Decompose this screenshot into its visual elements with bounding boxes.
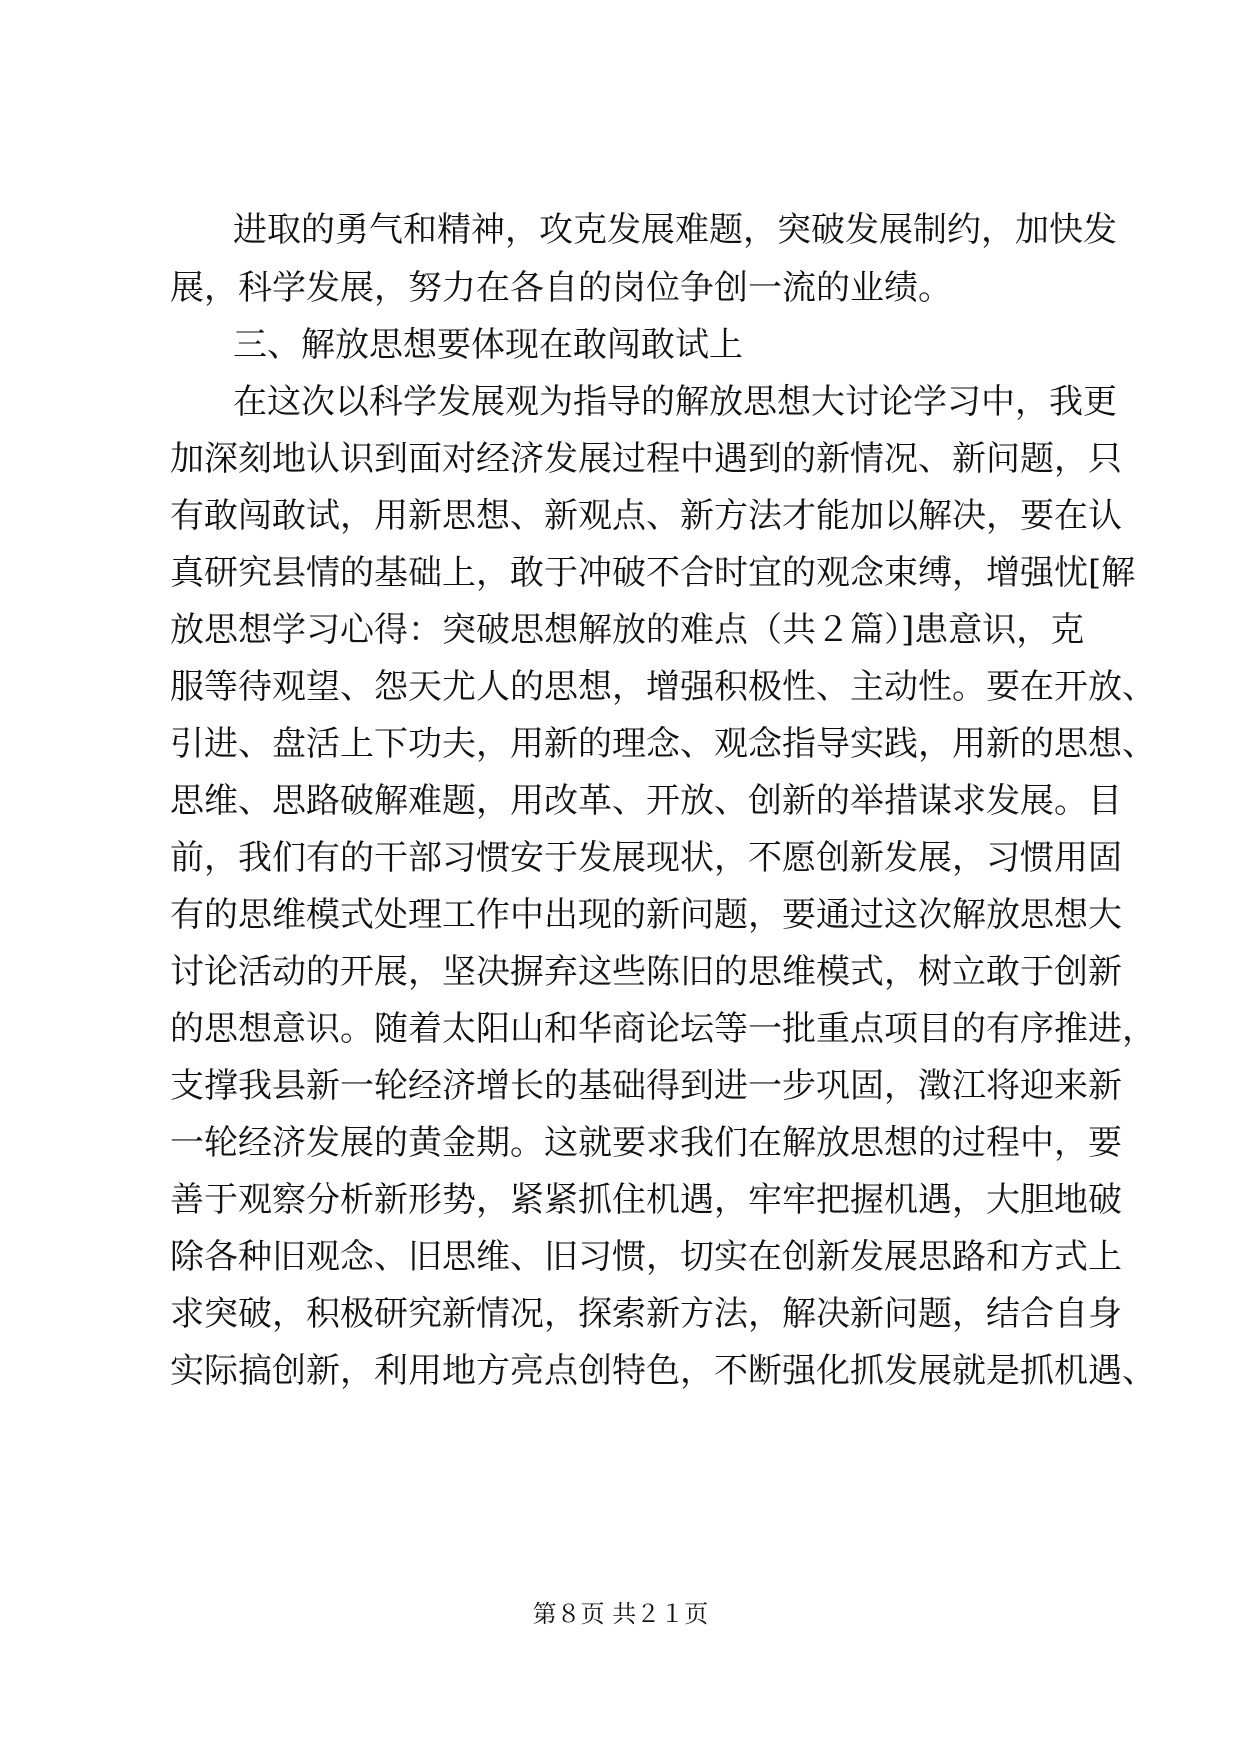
text-line: 一轮经济发展的黄金期。这就要求我们在解放思想的过程中，要 <box>170 1123 1122 1163</box>
text-line: 引进、盘活上下功夫，用新的理念、观念指导实践，用新的思想、 <box>170 724 1156 764</box>
text-line: 真研究县情的基础上，敢于冲破不合时宜的观念束缚，增强忧[解 <box>170 553 1136 593</box>
page-footer: 第８页 共２１页 <box>532 1600 709 1628</box>
text-line: 前，我们有的干部习惯安于发展现状，不愿创新发展，习惯用固 <box>170 838 1122 878</box>
text-line: 有的思维模式处理工作中出现的新问题，要通过这次解放思想大 <box>170 895 1122 935</box>
text-line: 在这次以科学发展观为指导的解放思想大讨论学习中，我更 <box>233 382 1117 422</box>
text-line: 有敢闯敢试，用新思想、新观点、新方法才能加以解决，要在认 <box>170 496 1122 536</box>
text-line: 除各种旧观念、旧思维、旧习惯，切实在创新发展思路和方式上 <box>170 1237 1122 1277</box>
text-line: 支撑我县新一轮经济增长的基础得到进一步巩固，澂江将迎来新 <box>170 1066 1122 1106</box>
text-line: 求突破，积极研究新情况，探索新方法，解决新问题，结合自身 <box>170 1294 1122 1334</box>
text-line: 思维、思路破解难题，用改革、开放、创新的举措谋求发展。目 <box>170 781 1122 821</box>
text-line: 加深刻地认识到面对经济发展过程中遇到的新情况、新问题，只 <box>170 439 1122 479</box>
text-line: 善于观察分析新形势，紧紧抓住机遇，牢牢把握机遇，大胆地破 <box>170 1180 1122 1220</box>
text-line: 讨论活动的开展，坚决摒弃这些陈旧的思维模式，树立敢于创新 <box>170 952 1122 992</box>
text-line: 展，科学发展，努力在各自的岗位争创一流的业绩。 <box>170 268 952 308</box>
text-line: 服等待观望、怨天尤人的思想，增强积极性、主动性。要在开放、 <box>170 667 1156 707</box>
text-line: 放思想学习心得：突破思想解放的难点（共２篇）]患意识，克 <box>170 610 1085 650</box>
text-line: 的思想意识。随着太阳山和华商论坛等一批重点项目的有序推进， <box>170 1009 1156 1049</box>
section-heading: 三、解放思想要体现在敢闯敢试上 <box>233 325 743 365</box>
text-line: 实际搞创新，利用地方亮点创特色，不断强化抓发展就是抓机遇、 <box>170 1351 1156 1391</box>
text-line: 进取的勇气和精神，攻克发展难题，突破发展制约，加快发 <box>233 210 1117 250</box>
